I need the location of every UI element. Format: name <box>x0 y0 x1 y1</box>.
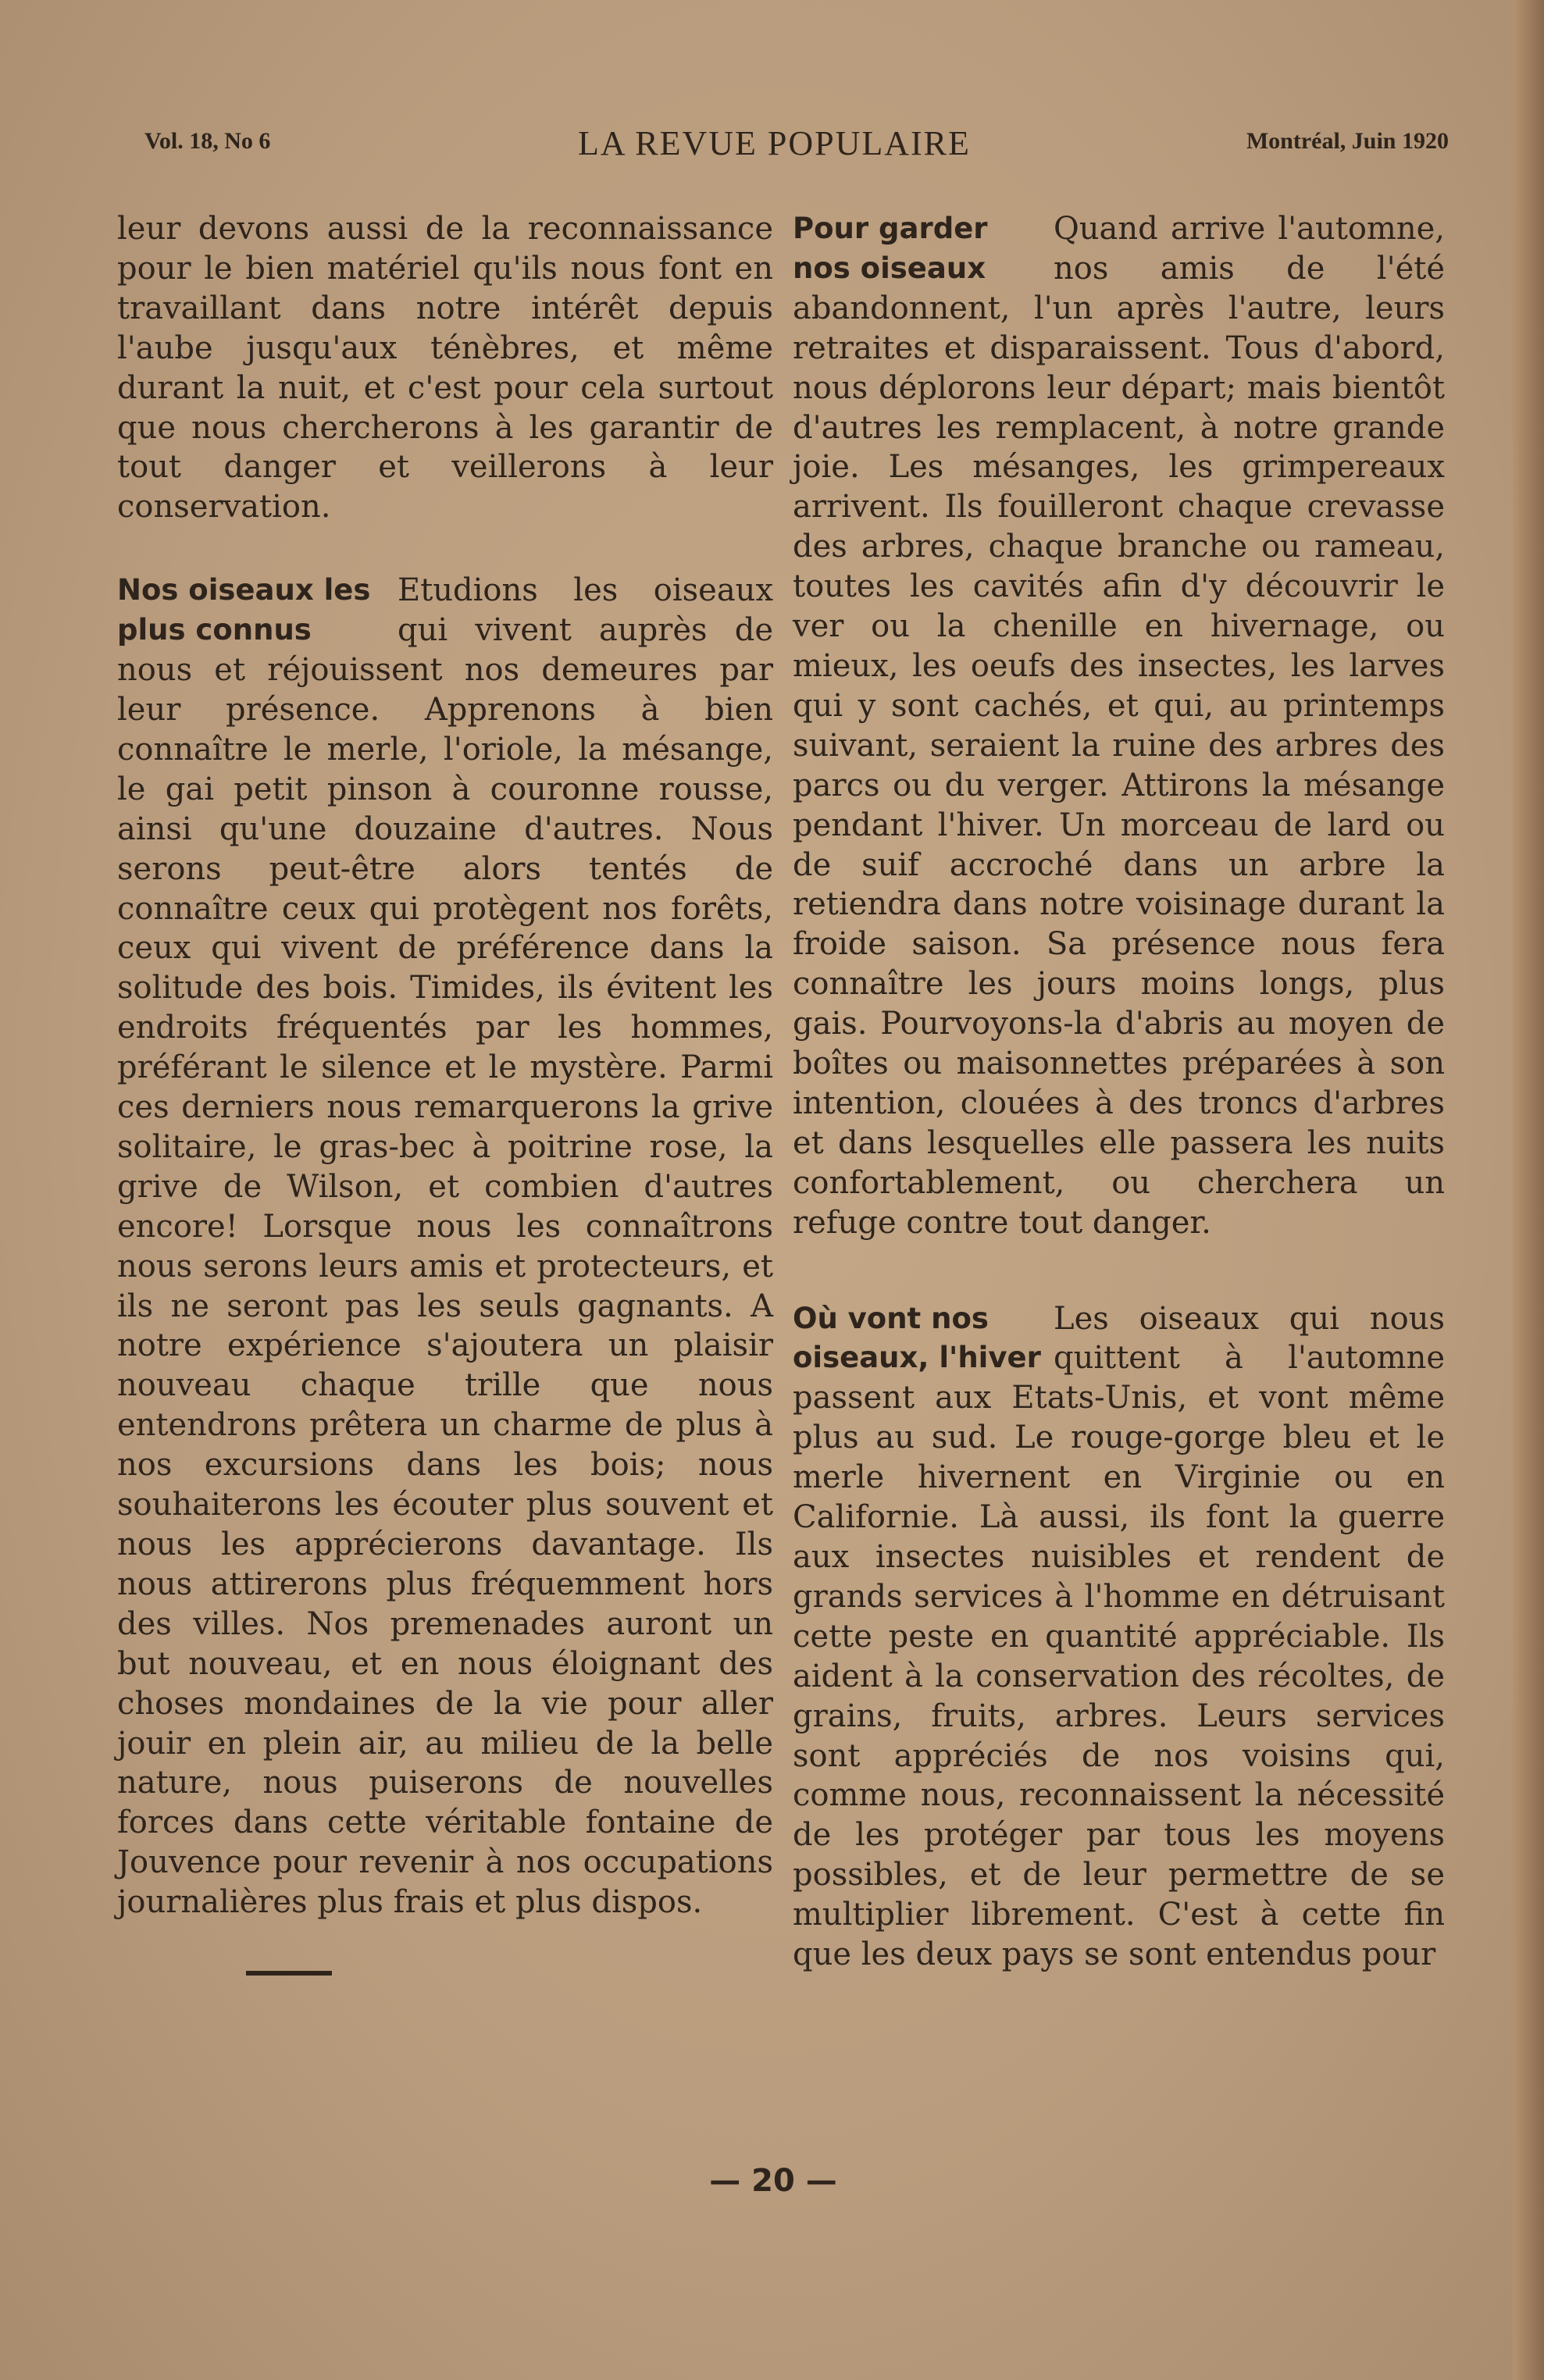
section-pour-garder <box>793 209 1445 1243</box>
volume-number: Vol. 18, No 6 <box>144 128 271 154</box>
section-body: Quand arrive l'automne, nos amis de l'été abandonnent, l'un après l'autre, leurs retraites et disparaissent. Tous d'abord, nous déplorons leur départ; mais bientôt d'autres les remplacent, à notre grande joie. Les mésanges, les grimpereaux arrivent. Ils fouilleront chaque crevasse des arbres, chaque branche ou rameau, toutes les cavités afin d'y découvrir le ver ou la chenille en hivernage, ou mieux, les oeufs des insectes, les larves qui y sont cachés, et qui, au printemps suivant, seraient la ruine des arbres des parcs ou du verger. Attirons la mésange pendant l'hiver. Un morceau de lard ou de suif accroché dans un arbre la retiendra dans notre voisinage durant la froide saison. Sa présence nous fera connaître les jours moins longs, plus gais. Pourvoyons-la d'abris au moyen de boîtes ou maisonnettes préparées à son intention, clouées à des troncs d'arbres et dans lesquelles elle passera les nuits confortablement, ou cherchera un refuge contre tout danger. <box>793 211 1445 1241</box>
section-nos-oiseaux <box>117 571 773 1922</box>
left-column <box>117 209 773 1976</box>
section-body: Etudions les oiseaux qui vivent auprès de nous et réjouissent nos demeures par leur présence. Apprenons à bien connaître le merle, l'oriole, la mésange, le gai petit pinson à couronne rousse, ainsi qu'une douzaine d'autres. Nous serons peut-être alors tentés de connaître ceux qui protègent nos forêts, ceux qui vivent de préférence dans la solitude des bois. Timides, ils évitent les endroits fréquentés par les hommes, préférant le silence et le mystère. Parmi ces derniers nous remarquerons la grive solitaire, le gras-bec à poitrine rose, la grive de Wilson, et combien d'autres encore! Lorsque nous les connaîtrons nous serons leurs amis et protecteurs, et ils ne seront pas les seuls gagnants. A notre expérience s'ajoutera un plaisir nouveau chaque trille que nous entendrons prêtera un charme de plus à nos excursions dans les bois; nous souhaiterons les écouter plus souvent et nous les apprécierons davantage. Ils nous attirerons plus fréquemment hors des villes. Nos premenades auront un but nouveau, et en nous éloignant des choses mondaines de la vie pour aller jouir en plein air, au milieu de la belle nature, nous puiserons de nouvelles forces dans cette véritable fontaine de Jouvence pour revenir à nos occupations journalières plus frais et plus dispos. <box>117 572 773 1921</box>
intro-paragraph: leur devons aussi de la reconnaissance pour le bien matériel qu'ils nous font en travaillant dans notre intérêt depuis l'aube jusqu'aux ténèbres, et même durant la nuit, et c'est pour cela surtout que nous chercherons à les garantir de tout danger et veillerons à leur conservation. <box>117 211 773 526</box>
section-body: Les oiseaux qui nous quittent à l'automne passent aux Etats-Unis, et vont même plus au sud. Le rouge-gorge bleu et le merle hivernent en Virginie ou en Californie. Là aussi, ils font la guerre aux insectes nuisibles et rendent de grands services à l'homme en détruisant cette peste en quantité appréciable. Ils aident à la conservation des récoltes, de grains, fruits, arbres. Leurs services sont appréciés de nos voisins qui, comme nous, reconnaissent la nécessité de les protéger par tous les moyens possibles, et de leur permettre de se multiplier librement. C'est à cette fin que les deux pays se sont entendus pour <box>793 1300 1445 1973</box>
issue-date: Montréal, Juin 1920 <box>1246 128 1449 154</box>
page-edge <box>1513 0 1544 2380</box>
section-ou-vont <box>793 1299 1445 1975</box>
section-heading: Pour garder nos oiseaux <box>793 212 988 285</box>
end-rule <box>246 1971 332 1976</box>
page-number: — 20 — <box>709 2163 837 2199</box>
section-heading: Nos oiseaux les plus connus <box>117 573 371 647</box>
publication-title: LA REVUE POPULAIRE <box>578 124 971 162</box>
section-heading: Où vont nos oiseaux, l'hiver <box>793 1301 1041 1375</box>
right-column <box>793 209 1445 1975</box>
page-header <box>144 123 1449 170</box>
